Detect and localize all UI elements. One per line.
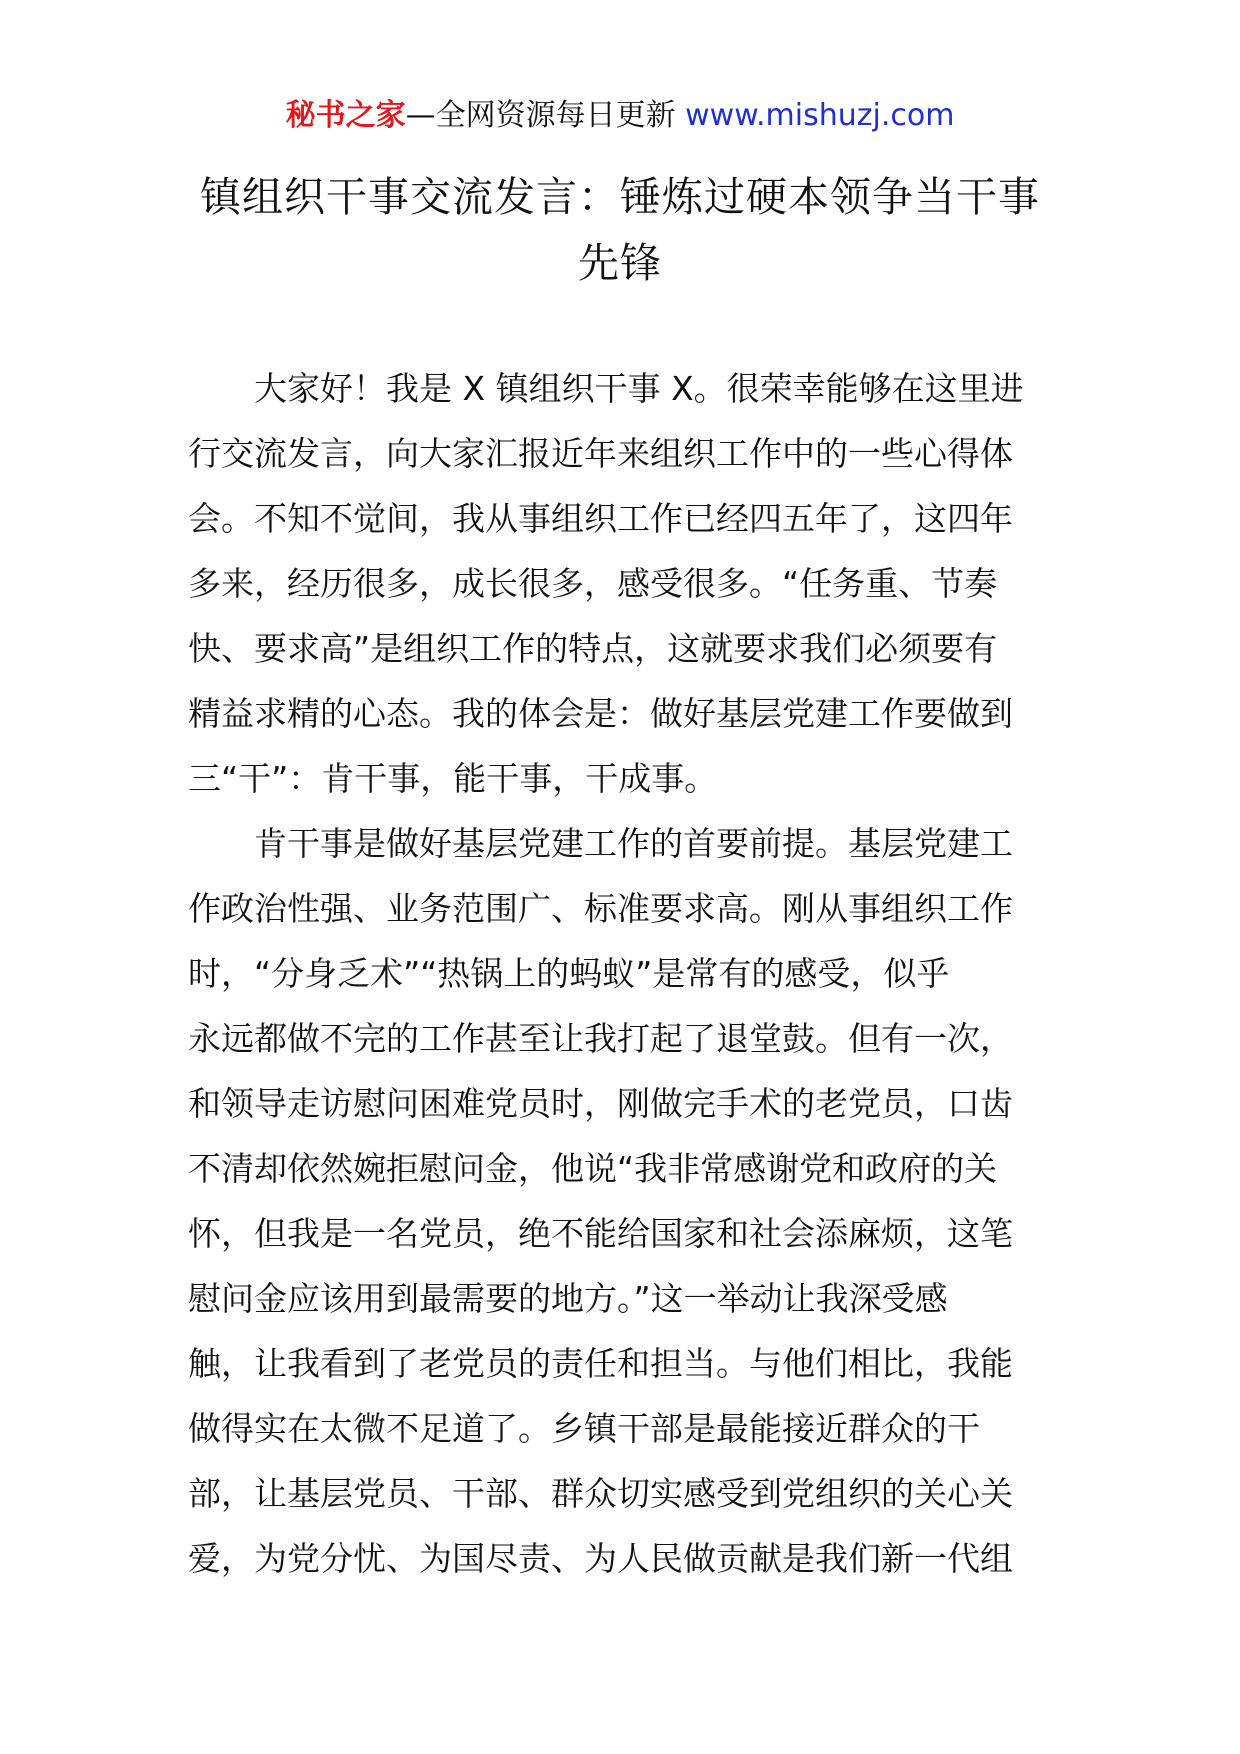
title-line: 先锋 — [578, 239, 662, 287]
text-line: 多来，经历很多，成长很多，感受很多。“任务重、节奏 — [188, 564, 998, 603]
text-line: 肯干事是做好基层党建工作的首要前提。基层党建工 — [254, 824, 1013, 863]
paragraph-willing — [188, 811, 1060, 1591]
text-line: 慰问金应该用到最需要的地方。”这一举动让我深受感 — [188, 1279, 948, 1318]
site-tagline: —全网资源每日更新 — [405, 98, 686, 133]
site-brand: 秘书之家 — [285, 98, 406, 133]
text-line: 不清却依然婉拒慰问金，他说“我非常感谢党和政府的关 — [188, 1149, 998, 1188]
title-line: 镇组织干事交流发言：锤炼过硬本领争当干事 — [200, 173, 1040, 221]
paragraph-greeting — [188, 356, 1060, 811]
document-body — [188, 356, 1060, 1591]
document-title — [150, 164, 1090, 296]
text-line: 和领导走访慰问困难党员时，刚做完手术的老党员，口齿 — [188, 1084, 1013, 1123]
text-line: 精益求精的心态。我的体会是：做好基层党建工作要做到 — [188, 694, 1013, 733]
text-line: 行交流发言，向大家汇报近年来组织工作中的一些心得体 — [188, 434, 1013, 473]
site-url-link[interactable]: www.mishuzj.com — [685, 98, 955, 133]
text-line: 三“干”：肯干事，能干事，干成事。 — [188, 759, 718, 798]
site-header — [0, 96, 1240, 136]
text-line: 大家好！我是 X 镇组织干事 X。很荣幸能够在这里进 — [254, 369, 1024, 408]
text-line: 快、要求高”是组织工作的特点，这就要求我们必须要有 — [188, 629, 998, 668]
text-line: 怀，但我是一名党员，绝不能给国家和社会添麻烦，这笔 — [188, 1214, 1013, 1253]
text-line: 会。不知不觉间，我从事组织工作已经四五年了，这四年 — [188, 499, 1013, 538]
text-line: 做得实在太微不足道了。乡镇干部是最能接近群众的干 — [188, 1409, 980, 1448]
text-line: 部，让基层党员、干部、群众切实感受到党组织的关心关 — [188, 1474, 1013, 1513]
text-line: 爱，为党分忧、为国尽责、为人民做贡献是我们新一代组 — [188, 1539, 1013, 1578]
text-line: 作政治性强、业务范围广、标准要求高。刚从事组织工作 — [188, 889, 1013, 928]
text-line: 时，“分身乏术”“热锅上的蚂蚁”是常有的感受，似乎 — [188, 954, 950, 993]
text-line: 永远都做不完的工作甚至让我打起了退堂鼓。但有一次， — [188, 1019, 1013, 1058]
text-line: 触，让我看到了老党员的责任和担当。与他们相比，我能 — [188, 1344, 1013, 1383]
